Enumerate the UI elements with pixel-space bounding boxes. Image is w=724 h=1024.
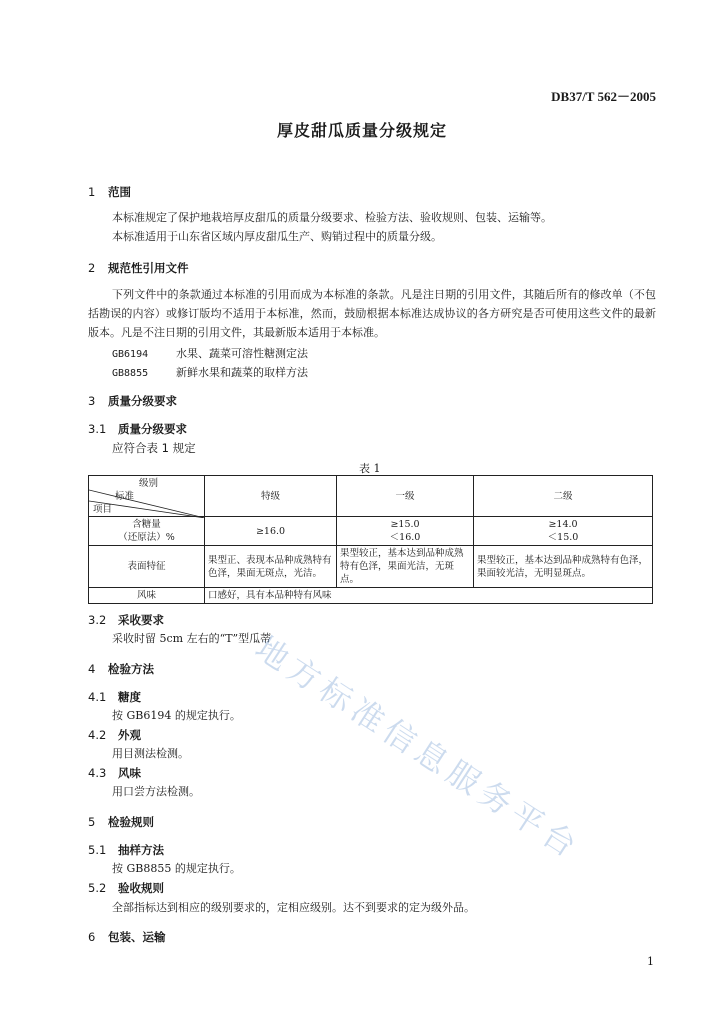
scope-paragraph-2: 本标准适用于山东省区域内厚皮甜瓜生产、购销过程中的质量分级。 — [112, 230, 442, 243]
subsection-5-2-heading — [88, 880, 164, 896]
table-header-row — [89, 476, 653, 517]
item-cell: 风味 — [89, 588, 205, 604]
item-cell — [89, 517, 205, 546]
corner-label-grade: 级别 — [139, 478, 159, 489]
table-row-flavor — [89, 588, 653, 604]
corner-label-standard: 标准 — [115, 491, 135, 502]
surface-second-cell: 果型较正，基本达到品种成熟特有色泽，果面较光洁，无明显斑点。 — [474, 546, 653, 588]
section-title: 质量分级要求 — [108, 394, 177, 408]
sugar-first-max: ＜16.0 — [389, 532, 421, 543]
item-cell: 表面特征 — [89, 546, 205, 588]
reference-code: GB8855 — [112, 368, 149, 379]
section-number: 4 — [88, 662, 96, 676]
subsection-title: 糖度 — [118, 690, 141, 704]
sugar-second-min: ≥14.0 — [548, 519, 578, 530]
subsection-3-2-heading — [88, 612, 164, 628]
subsection-5-1-heading — [88, 842, 164, 858]
document-code: DB37/T 562－2005 — [551, 89, 656, 104]
surface-first-cell: 果型较正，基本达到品种成熟特有色泽，果面光洁，无斑点。 — [337, 546, 474, 588]
section-title: 包装、运输 — [108, 930, 166, 944]
corner-label-item: 项目 — [93, 504, 113, 515]
section-6-heading — [88, 929, 166, 945]
document-title: 厚皮甜瓜质量分级规定 — [276, 121, 447, 140]
item-sublabel: （还原法）% — [118, 532, 175, 543]
subsection-number: 4.3 — [88, 766, 107, 780]
subsection-3-1-heading — [88, 421, 187, 437]
section-title: 范围 — [108, 185, 131, 199]
section-number: 1 — [88, 185, 96, 199]
watermark-text: 地方标准信息服务平台 — [248, 628, 588, 868]
header-first-grade: 一级 — [337, 476, 474, 517]
table-reference-text: 应符合表 1 规定 — [112, 441, 196, 455]
subsection-number: 3.2 — [88, 613, 107, 627]
section-5-heading — [88, 814, 154, 830]
section-number: 2 — [88, 261, 96, 275]
subsection-number: 4.2 — [88, 728, 107, 742]
subsection-number: 5.2 — [88, 881, 107, 895]
subsection-title: 风味 — [118, 766, 141, 780]
normative-references-paragraph: 下列文件中的条款通过本标准的引用而成为本标准的条款。凡是注日期的引用文件，其随后所有的修改单（不包括勘误的内容）或修订版均不适用于本标准，然而，鼓励根据本标准达成协议的各方研究是否可使用这些文件的最新版本。凡是不注日期的引用文件，其最新版本适用于本标准。 — [88, 288, 656, 339]
section-title: 检验规则 — [108, 815, 154, 829]
section-4-heading — [88, 661, 154, 677]
reference-name: 水果、蔬菜可溶性糖测定法 — [176, 347, 308, 360]
sugar-first-cell — [337, 517, 474, 546]
section-number: 6 — [88, 930, 96, 944]
sugar-second-max: ＜15.0 — [547, 532, 579, 543]
subsection-title: 采收要求 — [118, 613, 164, 627]
reference-gb8855 — [112, 363, 308, 383]
subsection-title: 外观 — [118, 728, 141, 742]
sugar-first-min: ≥15.0 — [390, 519, 420, 530]
sugar-special-cell: ≥16.0 — [205, 517, 337, 546]
scope-paragraph-1: 本标准规定了保护地栽培厚皮甜瓜的质量分级要求、检验方法、验收规则、包装、运输等。 — [112, 211, 552, 224]
subsection-title: 质量分级要求 — [118, 422, 187, 436]
subsection-title: 抽样方法 — [118, 843, 164, 857]
reference-gb6194 — [112, 344, 308, 364]
reference-code: GB6194 — [112, 349, 149, 360]
section-title: 检验方法 — [108, 662, 154, 676]
flavor-method-text: 用口尝方法检测。 — [112, 785, 200, 798]
subsection-4-1-heading — [88, 689, 141, 705]
page-number: 1 — [647, 955, 654, 968]
section-3-heading — [88, 393, 177, 409]
corner-cell — [89, 476, 205, 517]
surface-special-cell: 果型正、表现本品种成熟特有色泽，果面无斑点，光洁。 — [205, 546, 337, 588]
table-row-sugar — [89, 517, 653, 546]
sugar-second-cell — [474, 517, 653, 546]
subsection-number: 4.1 — [88, 690, 107, 704]
header-second-grade: 二级 — [474, 476, 653, 517]
subsection-4-2-heading — [88, 727, 141, 743]
reference-name: 新鲜水果和蔬菜的取样方法 — [176, 366, 308, 379]
subsection-number: 3.1 — [88, 422, 107, 436]
section-2-heading — [88, 260, 189, 276]
appearance-method-text: 用目测法检测。 — [112, 747, 189, 760]
table-caption: 表 1 — [359, 462, 381, 475]
acceptance-rules-text: 全部指标达到相应的级别要求的，定相应级别。达不到要求的定为级外品。 — [112, 901, 475, 914]
section-number: 5 — [88, 815, 96, 829]
table-row-surface — [89, 546, 653, 588]
subsection-title: 验收规则 — [118, 881, 164, 895]
section-number: 3 — [88, 394, 96, 408]
flavor-merged-cell: 口感好，具有本品种特有风味 — [205, 588, 653, 604]
sampling-method-text: 按 GB8855 的规定执行。 — [112, 862, 241, 875]
item-label: 含糖量 — [132, 519, 161, 530]
section-1-heading — [88, 184, 131, 200]
harvest-requirement-text: 采收时留 5cm 左右的“T”型瓜蒂 — [112, 632, 272, 645]
subsection-number: 5.1 — [88, 843, 107, 857]
grading-table — [88, 475, 653, 604]
header-special-grade: 特级 — [205, 476, 337, 517]
sugar-method-text: 按 GB6194 的规定执行。 — [112, 709, 241, 722]
subsection-4-3-heading — [88, 765, 141, 781]
section-title: 规范性引用文件 — [108, 261, 189, 275]
